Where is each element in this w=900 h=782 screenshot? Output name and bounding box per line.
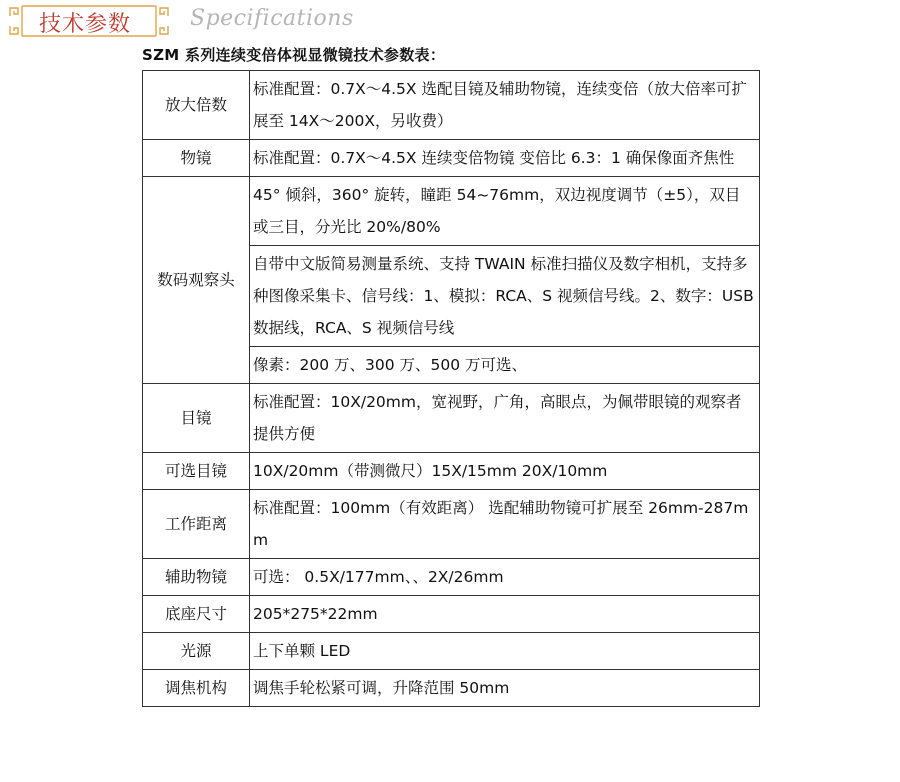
- table-row: [143, 177, 760, 246]
- table-caption: SZM 系列连续变倍体视显微镜技术参数表：: [142, 46, 446, 64]
- table-row: [143, 384, 760, 453]
- row-label: 可选目镜: [143, 453, 250, 490]
- row-label: 工作距离: [143, 490, 250, 559]
- table-row: [143, 633, 760, 670]
- table-row: [143, 71, 760, 140]
- row-value: 标准配置：100mm（有效距离） 选配辅助物镜可扩展至 26mm-287mm: [250, 490, 760, 559]
- row-label: 数码观察头: [143, 177, 250, 384]
- spec-table: [142, 70, 760, 707]
- row-label: 调焦机构: [143, 670, 250, 707]
- row-value: 标准配置：0.7X～4.5X 选配目镜及辅助物镜，连续变倍（放大倍率可扩展至 14X～200X，另收费）: [250, 71, 760, 140]
- row-value: 45° 倾斜，360° 旋转，瞳距 54~76mm，双边视度调节（±5），双目或三目，分光比 20%/80%: [250, 177, 760, 246]
- row-value: 调焦手轮松紧可调，升降范围 50mm: [250, 670, 760, 707]
- table-row: [143, 559, 760, 596]
- row-label: 目镜: [143, 384, 250, 453]
- table-row: [143, 453, 760, 490]
- row-label: 放大倍数: [143, 71, 250, 140]
- table-row: [143, 596, 760, 633]
- row-value: 像素：200 万、300 万、500 万可选、: [250, 347, 760, 384]
- row-value: 可选： 0.5X/177mm、、2X/26mm: [250, 559, 760, 596]
- header-title: 技术参数: [39, 12, 132, 37]
- table-row: [143, 490, 760, 559]
- row-value: 205*275*22mm: [250, 596, 760, 633]
- row-value: 标准配置：0.7X～4.5X 连续变倍物镜 变倍比 6.3：1 确保像面齐焦性: [250, 140, 760, 177]
- row-value: 10X/20mm（带测微尺）15X/15mm 20X/10mm: [250, 453, 760, 490]
- table-row: [143, 670, 760, 707]
- row-label: 光源: [143, 633, 250, 670]
- row-label: 辅助物镜: [143, 559, 250, 596]
- section-header: [8, 4, 888, 40]
- row-value: 标准配置：10X/20mm，宽视野，广角，高眼点，为佩带眼镜的观察者提供方便: [250, 384, 760, 453]
- row-label: 物镜: [143, 140, 250, 177]
- header-subtitle: Specifications: [190, 6, 354, 31]
- header-title-frame: [8, 4, 170, 38]
- table-row: [143, 140, 760, 177]
- row-value: 自带中文版简易测量系统、支持 TWAIN 标准扫描仪及数字相机，支持多种图像采集卡、信号线：1、模拟：RCA、S 视频信号线。2、数字：USB 数据线，RCA、S 视频信号线: [250, 246, 760, 347]
- row-value: 上下单颗 LED: [250, 633, 760, 670]
- row-label: 底座尺寸: [143, 596, 250, 633]
